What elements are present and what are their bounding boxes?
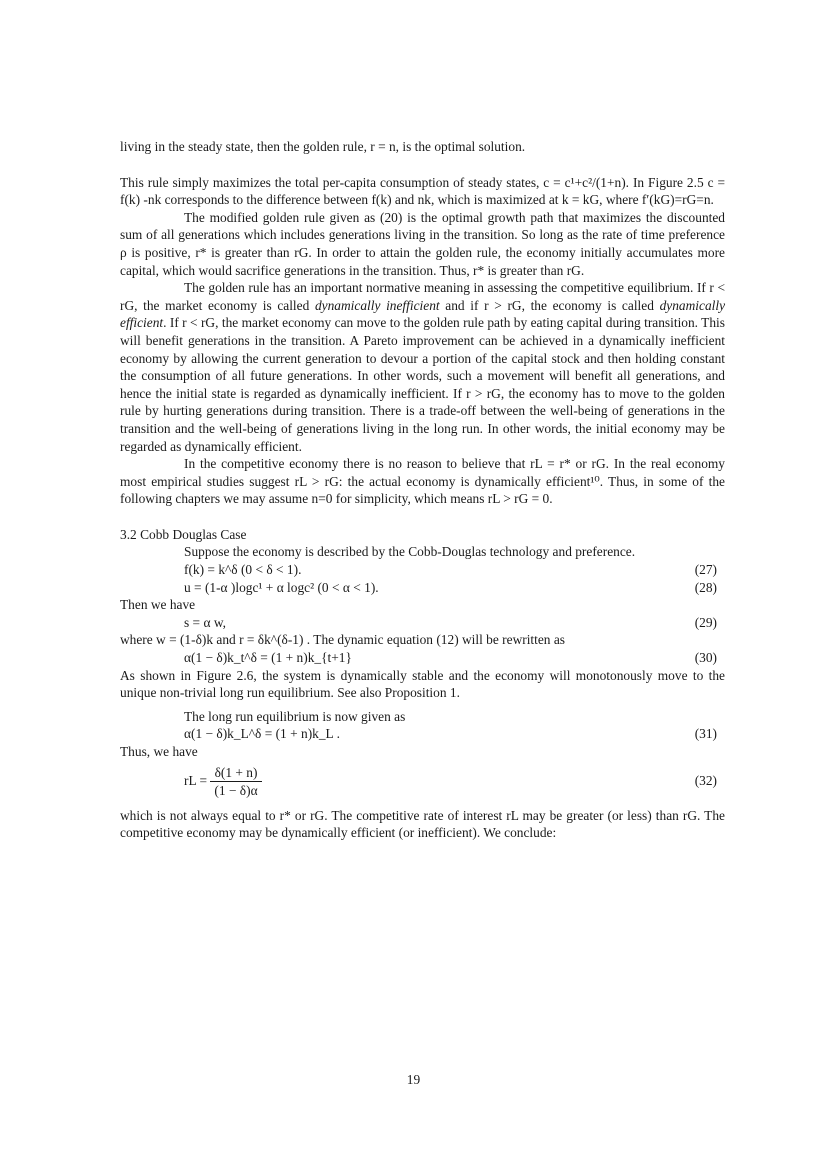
text-segment: The golden rule has an important normative meaning in assessing the competitive equilibrium. If r < rG, the market economy is called bbox=[120, 280, 725, 313]
thus-we-have: Thus, we have bbox=[120, 744, 198, 759]
paragraph-golden-rule-intro: living in the steady state, then the golden rule, r = n, is the optimal solution. bbox=[120, 139, 526, 154]
equation-number: (27) bbox=[694, 562, 717, 578]
where-line: where w = (1-δ)k and r = δk^(δ-1) . The dynamic equation (12) will be rewritten as bbox=[120, 632, 565, 648]
page-number: 19 bbox=[406, 1072, 421, 1087]
text-segment: . If r < rG, the market economy can move to the golden rule path by eating capital during transition. This will benefit generations in the transition. A Pareto improvement can be achieved in a dynamically inefficient economy by allowing the current generation to devour a portion of the capital stock and then holding constant the consumption of all future generations. In other words, such a movement will benefit all generations, and hence the initial state is regarded as dynamically inefficient. If r > rG, the economy has to move to the golden rule by hurting generations during transition. There is a trade-off between the well-being of generations in the transition and the well-being of generations living in the long run. In other words, the initial economy may be regarded as dynamically efficient. bbox=[120, 315, 725, 454]
then-we-have: Then we have bbox=[120, 597, 196, 613]
equation-number: (30) bbox=[694, 650, 717, 666]
equation-31 bbox=[120, 725, 725, 743]
equation-lhs: rL = bbox=[184, 772, 208, 788]
paragraph-rule-maximizes: This rule simply maximizes the total per-capita consumption of steady states, c = c¹+c²/(1+n). In Figure 2.5 c = f(k) -nk corresponds to the difference between f(k) and nk, which is maximized at k = kG, where f′(kG)=rG=n. bbox=[120, 174, 725, 208]
text-segment: and if r > rG, the economy is called bbox=[445, 297, 654, 313]
equation-29 bbox=[120, 614, 725, 632]
paragraph-system-stable: As shown in Figure 2.6, the system is dynamically stable and the economy will monotonously move to the unique non-trivial long run equilibrium. See also Proposition 1. bbox=[120, 667, 725, 701]
equation-number: (29) bbox=[694, 614, 717, 630]
equation-27 bbox=[120, 561, 725, 579]
section-heading: 3.2 Cobb Douglas Case bbox=[120, 526, 247, 542]
equation-number: (32) bbox=[694, 772, 717, 788]
body-text bbox=[120, 138, 725, 842]
equation-text: f(k) = k^δ (0 < δ < 1). bbox=[184, 562, 302, 578]
equation-text: α(1 − δ)k_t^δ = (1 + n)k_{t+1} bbox=[184, 650, 352, 666]
paragraph-cobb-douglas: Suppose the economy is described by the Cobb-Douglas technology and preference. bbox=[184, 544, 636, 560]
equation-30 bbox=[120, 649, 725, 667]
equation-number: (31) bbox=[694, 726, 717, 742]
equation-text: u = (1-α )logc¹ + α logc² (0 < α < 1). bbox=[184, 579, 379, 595]
equation-32 bbox=[120, 761, 725, 801]
term-dynamically-efficient: dynamically efficient bbox=[120, 297, 726, 331]
fraction-numerator: δ(1 + n) bbox=[210, 764, 261, 782]
fraction-denominator: (1 − δ)α bbox=[214, 783, 258, 799]
equation-text: s = α w, bbox=[184, 614, 226, 630]
paragraph-competitive-economy: In the competitive economy there is no reason to believe that rL = r* or rG. In the real economy most empirical studies suggest rL > rG: the actual economy is dynamically efficient¹⁰. Thus, in some of the following chapters we may assume n=0 for simplicity, which means rL > rG = 0. bbox=[120, 456, 725, 507]
paragraph-conclusion: which is not always equal to r* or rG. The competitive rate of interest rL may be greater (or less) than rG. The competitive economy may be dynamically efficient (or inefficient). We conclude: bbox=[120, 807, 725, 841]
paragraph-normative-meaning bbox=[120, 279, 725, 455]
equation-number: (28) bbox=[694, 579, 717, 595]
paragraph-modified-golden-rule: The modified golden rule given as (20) is the optimal growth path that maximizes the discounted sum of all generations which includes generations living in the transition. So long as the rate of time preference ρ is positive, r* is greater than rG. In order to attain the golden rule, the economy initially accumulates more capital, which would sacrifice generations in the transition. Thus, r* is greater than rG. bbox=[120, 209, 725, 278]
fraction bbox=[210, 764, 261, 799]
paragraph-long-run-equilibrium: The long run equilibrium is now given as bbox=[184, 708, 406, 724]
equation-text: α(1 − δ)k_L^δ = (1 + n)k_L . bbox=[184, 726, 340, 742]
term-dynamically-inefficient: dynamically inefficient bbox=[314, 297, 440, 313]
equation-28 bbox=[120, 579, 725, 597]
